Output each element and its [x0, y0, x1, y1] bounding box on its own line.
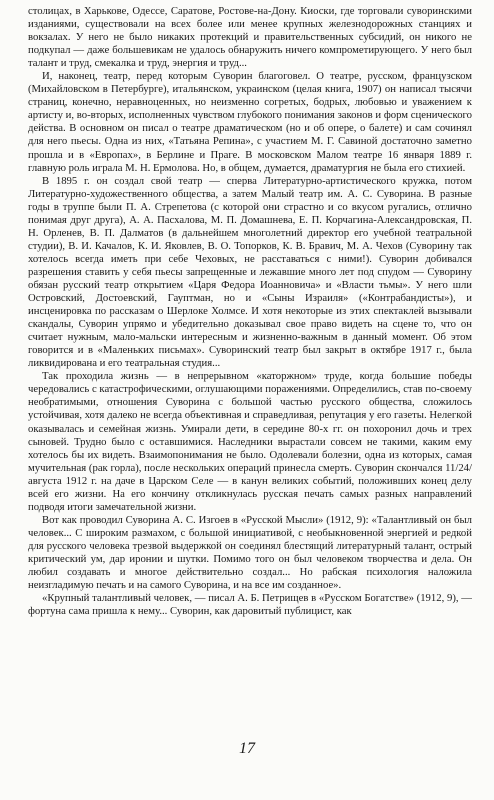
paragraph-5: Вот как проводил Суворина А. С. Изгоев в «Русской Мысли» (1912, 9): «Талантливый он был человек... С широким размахом, с большой инициативой, с необыкновенной энергией и редкой для русского человека трезвой выдержкой он соединял блестящий литературный талант, острый критический ум, дар иронии и шутки. Помимо того он был человеком творчества и дела. Он любил создавать и многое действительно создал... Но рабская психология наложила неизгладимую печать и на самого Суворина, и на все им созданное».	[28, 513, 472, 592]
paragraph-3: В 1895 г. он создал свой театр — сперва Литературно-артистического кружка, потом Литературно-художественного общества, а затем Малый театр им. А. С. Суворина. В разные годы в труппе были П. А. Стрепетова (с которой они страстно и со вкусом ругались, отлично понимая друг друга), А. А. Пасхалова, М. П. Домашнева, Е. П. Корчагина-Александровская, П. Н. Орленев, В. П. Далматов (в дальнейшем многолетний директор его учебной театральной студии), В. И. Качалов, К. И. Яковлев, В. О. Топорков, К. В. Бравич, М. А. Чехов (Суворину так хотелось всегда иметь при себе Чеховых, не расставаться с ними!). Суворин добивался разрешения ставить у себя пьесы запрещенные и лежавшие много лет под спудом — Суворину обязан русский театр открытием «Царя Федора Иоанновича» и «Власти тьмы». У него шли Островский, Достоевский, Гауптман, но и «Сыны Израиля» («Контрабандисты»), и инсценировка по рассказам о Шерлоке Холмсе. И хотя некоторые из этих спектаклей вызывали скандалы, Суворин упрямо и убедительно доказывал свое право видеть на сцене то, что он считает нужным, мало-мальски интересным и жизненно-важным в данный момент. Об этом говорится и в «Маленьких письмах». Суворинский театр был закрыт в октябре 1917 г., была ликвидирована и его театральная студия...	[28, 174, 472, 370]
page-number: 17	[239, 740, 255, 757]
body-text	[28, 5, 472, 618]
paragraph-2: И, наконец, театр, перед которым Суворин благоговел. О театре, русском, французском (Михайловском в Петербурге), итальянском, украинском (целая книга, 1907) он написал тысячи страниц, конечно, неравноценных, но неизменно согретых, бодрых, любовью и уважением к артисту и, во-вторых, исполненных чувством глубокого понимания законов и форм сценического действа. В основном он писал о театре драматическом (но и об опере, о балете) и сам сочинял для него пьесы. Одна из них, «Татьяна Репина», с участием М. Г. Савиной достаточно заметно прошла и в «Европах», в Берлине и Праге. В московском Малом театре 16 января 1889 г. главную роль играла М. Н. Ермолова. Но, в общем, думается, драматургия не была его стихией.	[28, 70, 472, 174]
paragraph-6: «Крупный талантливый человек, — писал А. Б. Петрищев в «Русском Богатстве» (1912, 9), — фортуна сама пришла к нему... Суворин, как даровитый публицист, как	[28, 592, 472, 618]
paragraph-1: столицах, в Харькове, Одессе, Саратове, Ростове-на-Дону. Киоски, где торговали суворинскими изданиями, существовали на всех более или менее крупных железнодорожных станциях и вокзалах. У него не было никаких протекций и правительственных субсидий, он никого не подкупал — даже большевикам не удалось обнаружить ничего компрометирующего. У него был талант и труд, смекалка и труд, энергия и труд...	[28, 5, 472, 70]
paragraph-4: Так проходила жизнь — в непрерывном «каторжном» труде, когда большие победы чередовались с катастрофическими, оглушающими поражениями. Определились, став по-своему необратимыми, отношения Суворина с большой частью русского общества, сложилось устойчивая, хотя далеко не всегда объективная и справедливая, репутация у его газеты. Нелегкой оказывалась и семейная жизнь. Умирали дети, в середине 80-х гг. он похоронил дочь и трех сыновей. Трудно было с оставшимися. Наследники вырастали совсем не такими, каким ему хотелось бы их видеть. Взаимопонимания не было. Одолевали болезни, одна из которых, самая мучительная (рак горла), после нескольких операций принесла смерть. Суворин скончался 11/24/ августа 1912 г. на даче в Царском Селе — в канун великих событий, положивших конец делу всей его жизни. На его кончину откликнулась русская печать самых разных направлений подводя итоги замечательной жизни.	[28, 370, 472, 513]
